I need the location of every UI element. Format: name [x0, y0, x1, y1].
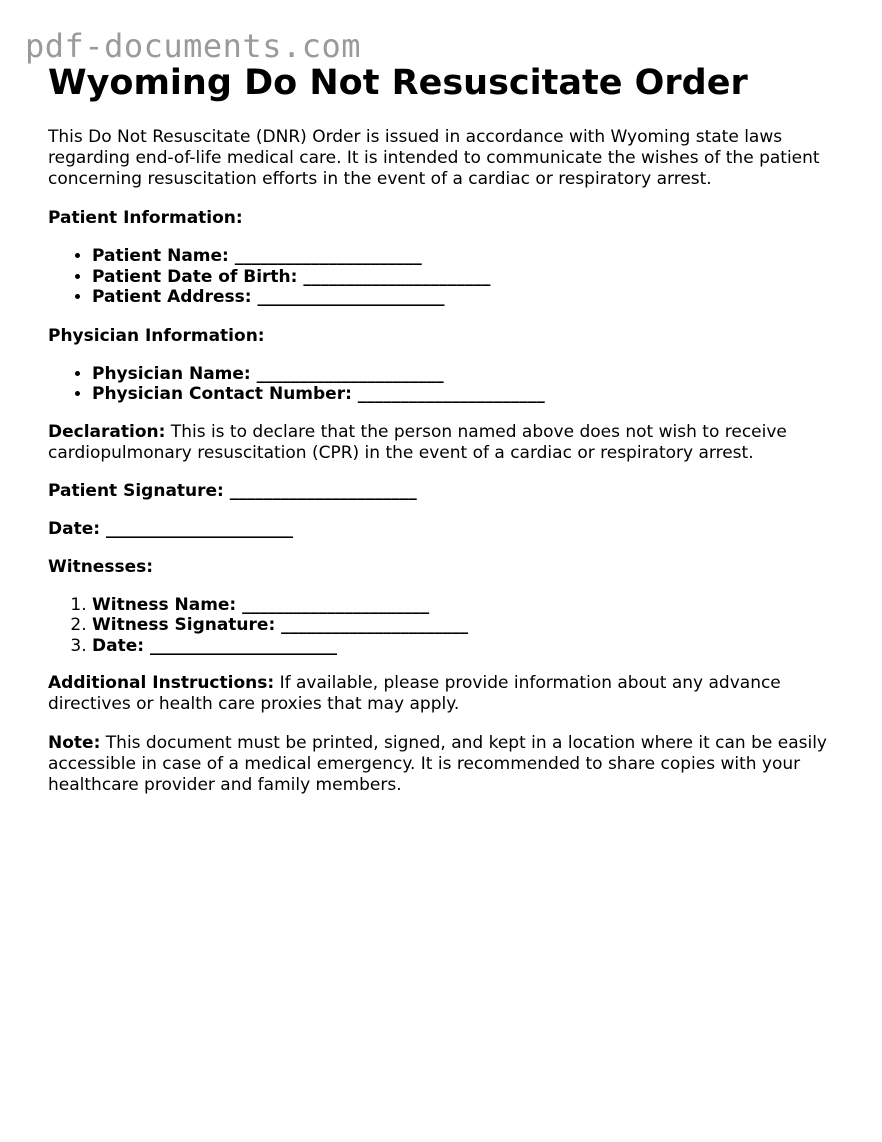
patient-info-list	[48, 246, 848, 308]
note-label: Note:	[48, 733, 101, 753]
watermark-text: pdf-documents.com	[25, 27, 362, 65]
physician-info-heading: Physician Information:	[48, 325, 265, 346]
note-paragraph	[48, 733, 848, 796]
witness-date-field: 3. Date: ______________________	[92, 636, 848, 657]
patient-signature-field: Patient Signature: ______________________	[48, 480, 417, 501]
declaration-paragraph	[48, 422, 848, 464]
patient-name-field: • Patient Name: ______________________	[92, 246, 848, 267]
patient-address-field: • Patient Address: ______________________	[92, 287, 848, 308]
declaration-text: This is to declare that the person named above does not wish to receive cardiopulmonary resuscitation (CPR) in the event of a cardiac or respiratory arrest.	[48, 421, 787, 463]
date-field: Date: ______________________	[48, 518, 293, 539]
additional-instructions-paragraph	[48, 673, 848, 715]
physician-info-list	[48, 364, 848, 405]
document-title: Wyoming Do Not Resuscitate Order	[48, 63, 748, 103]
additional-instructions-text: If available, please provide information about any advance directives or health care proxies that may apply.	[48, 673, 781, 714]
document-body	[48, 60, 848, 796]
witnesses-list	[48, 595, 848, 657]
witness-signature-field: 2. Witness Signature: ______________________	[92, 615, 848, 636]
patient-info-heading: Patient Information:	[48, 208, 243, 228]
note-text: This document must be printed, signed, and kept in a location where it can be easily accessible in case of a medical emergency. It is recommended to share copies with your healthcare provider and family members.	[48, 733, 827, 795]
witnesses-heading: Witnesses:	[48, 556, 154, 577]
witness-name-field: 1. Witness Name: ______________________	[92, 595, 848, 616]
declaration-label: Declaration:	[48, 421, 166, 442]
patient-dob-field: • Patient Date of Birth: ______________________	[92, 267, 848, 288]
physician-contact-field: • Physician Contact Number: ______________________	[92, 384, 848, 405]
additional-instructions-label: Additional Instructions:	[48, 673, 275, 693]
intro-paragraph: This Do Not Resuscitate (DNR) Order is issued in accordance with Wyoming state laws regarding end-of-life medical care. It is intended to communicate the wishes of the patient concerning resuscitation efforts in the event of a cardiac or respiratory arrest.	[48, 127, 820, 189]
physician-name-field: • Physician Name: ______________________	[92, 364, 848, 385]
